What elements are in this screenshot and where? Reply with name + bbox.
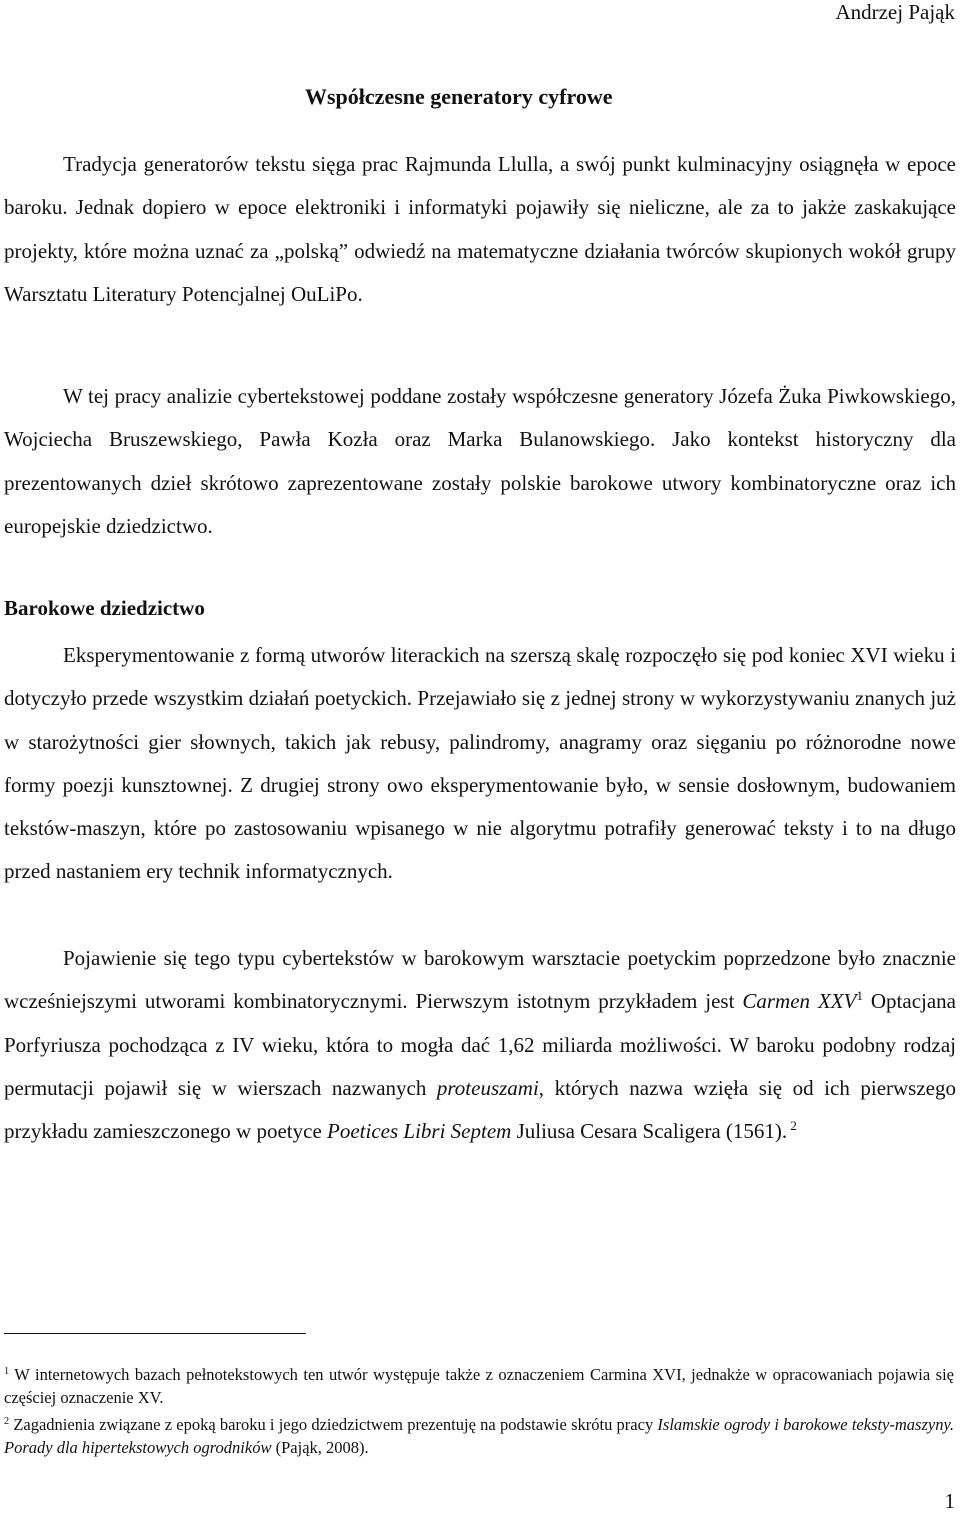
intro-paragraph-2: W tej pracy analizie cybertekstowej poddane zostały współczesne generatory Józefa Żuka Piwkowskiego, Wojciecha Bruszewskiego, Pawła Kozła oraz Marka Bulanowskiego. Jako kontekst historyczny dla prezentowanych dzieł skrótowo zaprezentowane zostały polskie barokowe utwory kombinatoryczne oraz ich europejskie dziedzictwo. [4,384,956,538]
running-header-author: Andrzej Pająk [835,0,955,24]
intro-paragraph-1: Tradycja generatorów tekstu sięga prac Rajmunda Llulla, a swój punkt kulminacyjny osiągnęła w epoce baroku. Jednak dopiero w epoce elektroniki i informatyki pojawiły się nieliczne, ale za to jakże zaskakujące projekty, które można uznać za „polską” odwiedź na matematyczne działania twórców skupionych wokół grupy Warsztatu Literatury Potencjalnej OuLiPo. [4,152,956,306]
footnote-text: W internetowych bazach pełnotekstowych ten utwór występuje także z oznaczeniem Carmina XVI, jednakże w opracowaniach pojawia się częściej oznaczenie XV. [4,1365,954,1407]
footnote-separator [4,1333,306,1334]
article-title: Współczesne generatory cyfrowe [305,84,613,109]
footnote-number: 1 [4,1365,10,1377]
footnote-text: (Pająk, 2008). [271,1438,369,1457]
paragraph-text: Pojawienie się tego typu cybertekstów w barokowym warsztacie poetyckim poprzedzone było znacznie wcześniejszymi utworami kombinatorycznymi. Pierwszym istotnym przykładem jest [4,946,956,1014]
footnote-ref-2[interactable]: 2 [787,1118,797,1134]
footnote-ref-1[interactable]: 1 [856,988,863,1004]
section-paragraph-1: Eksperymentowanie z formą utworów literackich na szerszą skalę rozpoczęło się pod koniec XVI wieku i dotyczyło przede wszystkim działań poetyckich. Przejawiało się z jednej strony w wykorzystywaniu znanych już w starożytności gier słownych, takich jak rebusy, palindromy, anagramy oraz sięganiu po różnorodne nowe formy poezji kunsztownej. Z drugiej strony owo eksperymentowanie było, w sensie dosłownym, budowaniem tekstów-maszyn, które po zastosowaniu wpisanego w nie algorytmu potrafiły generować teksty i to na długo przed nastaniem ery technik informatycznych. [4,643,956,884]
section-heading: Barokowe dziedzictwo [4,596,205,620]
work-title-carmen: Carmen XXV [742,989,857,1014]
footnote-text: Zagadnienia związane z epoką baroku i jego dziedzictwem prezentuję na podstawie skrótu pracy [9,1415,658,1434]
paragraph-text: Juliusa Cesara Scaligera (1561). [511,1119,788,1144]
paragraph-text: , których nazwa wzięła się od ich pierwszego przykładu zamieszczonego w poetyce [4,1075,956,1144]
page-number: 1 [944,1489,955,1513]
section-paragraph-2 [4,937,956,1153]
work-title-poetices: Poetices Libri Septem [327,1119,512,1144]
term-proteusze: proteuszami [436,1075,539,1100]
paragraph-text: Optacjana Porfyriusza pochodząca z IV wieku, która to mogła dać 1,62 miliarda możliwości. W baroku podobny rodzaj permutacji pojawił się w wierszach nazwanych [4,989,957,1100]
footnote-2 [4,1413,954,1459]
footnote-cited-title: Islamskie ogrody i barokowe teksty-maszyny. Porady dla hipertekstowych ogrodników [4,1415,954,1457]
footnote-number: 2 [4,1415,10,1427]
footnote-1 [4,1363,954,1409]
